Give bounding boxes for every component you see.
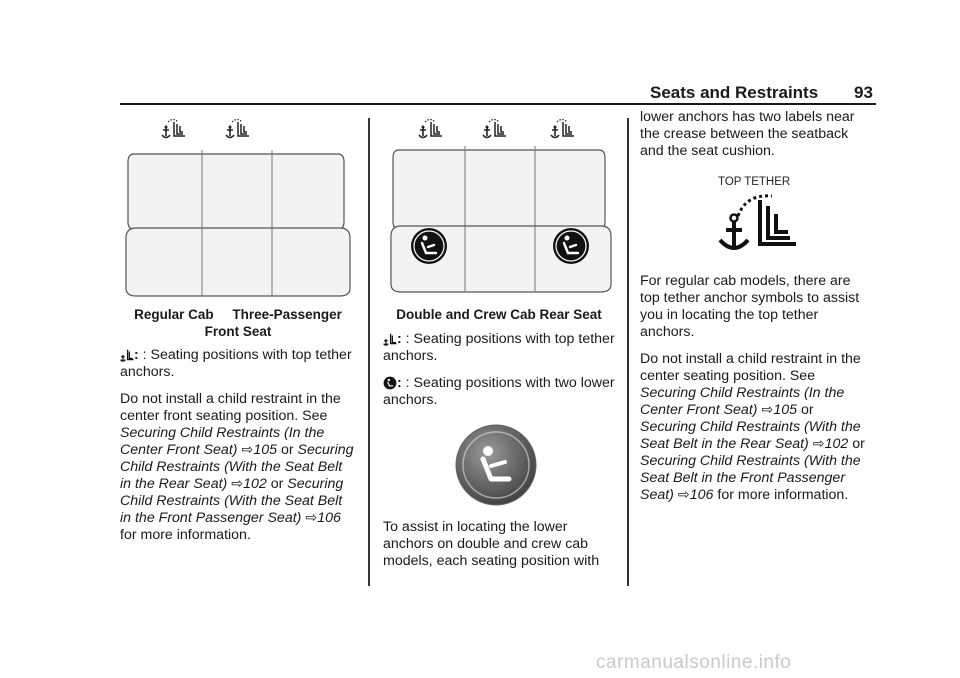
column-3-text (640, 273, 872, 514)
paragraph-text: Do not install a child restraint in the center front seating position. See (120, 391, 341, 424)
reference-arrow-icon: ⇨ (305, 510, 318, 526)
crew-cab-rear-seat-illustration (383, 112, 619, 298)
column-3-text-top (640, 109, 872, 170)
column-1-text (120, 347, 356, 554)
paragraph-text: for more information. (713, 487, 849, 503)
paragraph-text: or (277, 442, 298, 458)
top-tether-anchor-icon (162, 120, 185, 138)
top-tether-label: TOP TETHER (718, 176, 791, 188)
column-divider-2 (627, 118, 629, 586)
page-number: 93 (854, 83, 873, 102)
top-tether-anchor-icon (551, 120, 574, 138)
label-location-paragraph: lower anchors has two labels near the crease between the seatback and the seat cushion. (640, 109, 855, 159)
reference-link[interactable]: Securing Child Restraints (In the Center Front Seat) (120, 425, 325, 458)
legend-top-tether: : : Seating positions with top tether anchors. (383, 331, 615, 364)
lower-anchor-paragraph: To assist in locating the lower anchors on double and crew cab models, each seating position with (383, 519, 600, 569)
regular-cab-seat-illustration (120, 112, 356, 302)
reference-page[interactable]: 106 (317, 510, 341, 526)
reference-link[interactable]: Securing Child Restraints (In the Center Front Seat) (640, 385, 845, 418)
reference-arrow-icon: ⇨ (761, 402, 774, 418)
paragraph-text: Do not install a child restraint in the center seating position. See (640, 351, 861, 384)
lower-anchor-label-icon (455, 424, 537, 506)
lower-anchor-icon (411, 228, 447, 264)
reference-link[interactable]: Securing Child Restraints (With the Seat Belt in the Rear Seat) (120, 442, 354, 492)
legend-lower-anchors-text: : Seating positions with two lower anchors. (383, 375, 615, 408)
figure-caption-line-1: Regular Cab Three-Passenger (134, 307, 342, 322)
reference-link[interactable]: Securing Child Restraints (With the Seat Belt in the Front Passenger Seat) (640, 453, 861, 503)
reference-arrow-icon: ⇨ (812, 436, 825, 452)
top-tether-anchor-icon (419, 120, 442, 138)
center-seat-warning (640, 351, 872, 504)
paragraph-text: or (797, 402, 814, 418)
reference-page[interactable]: 106 (689, 487, 714, 503)
figure-caption: Double and Crew Cab Rear Seat (396, 307, 602, 322)
column-2-text (383, 331, 619, 419)
column-2-bottom-text (383, 519, 619, 580)
regular-cab-tether-paragraph: For regular cab models, there are top tether anchor symbols to assist you in locating the top tether anchors. (640, 273, 860, 340)
center-seat-warning (120, 391, 356, 544)
top-tether-anchor-icon (226, 120, 249, 138)
legend-top-tether: : : Seating positions with top tether anchors. (120, 347, 352, 380)
header-rule (120, 103, 876, 105)
figure-caption-line-2: Front Seat (204, 324, 272, 339)
top-tether-symbol-illustration (716, 190, 802, 256)
paragraph-text: or (848, 436, 865, 452)
paragraph-text: or (266, 476, 288, 492)
top-tether-anchor-icon (483, 120, 506, 138)
legend-lower-anchors: : : Seating positions with two lower anchors. (383, 375, 615, 408)
lower-anchor-icon (383, 376, 397, 390)
reference-arrow-icon: ⇨ (231, 476, 244, 492)
top-tether-anchor-icon (383, 332, 397, 346)
legend-top-tether-text: : Seating positions with top tether anchors. (120, 347, 352, 380)
reference-page[interactable]: 102 (824, 436, 849, 452)
lower-anchor-icon (553, 228, 589, 264)
watermark: carmanualsonline.info (596, 652, 792, 673)
reference-page[interactable]: 105 (253, 442, 278, 458)
column-divider-1 (368, 118, 370, 586)
reference-page[interactable]: 102 (243, 476, 267, 492)
page-section-title: Seats and Restraints (650, 83, 819, 102)
reference-link[interactable]: Securing Child Restraints (With the Seat Belt in the Rear Seat) (640, 419, 861, 452)
reference-arrow-icon: ⇨ (677, 487, 690, 503)
reference-link[interactable]: Securing Child Restraints (With the Seat Belt in the Front Passenger Seat) (120, 476, 344, 526)
reference-page[interactable]: 105 (773, 402, 798, 418)
paragraph-text: for more information. (120, 527, 251, 543)
top-tether-anchor-icon (120, 348, 134, 362)
reference-arrow-icon: ⇨ (241, 442, 254, 458)
legend-top-tether-text: : Seating positions with top tether anchors. (383, 331, 615, 364)
